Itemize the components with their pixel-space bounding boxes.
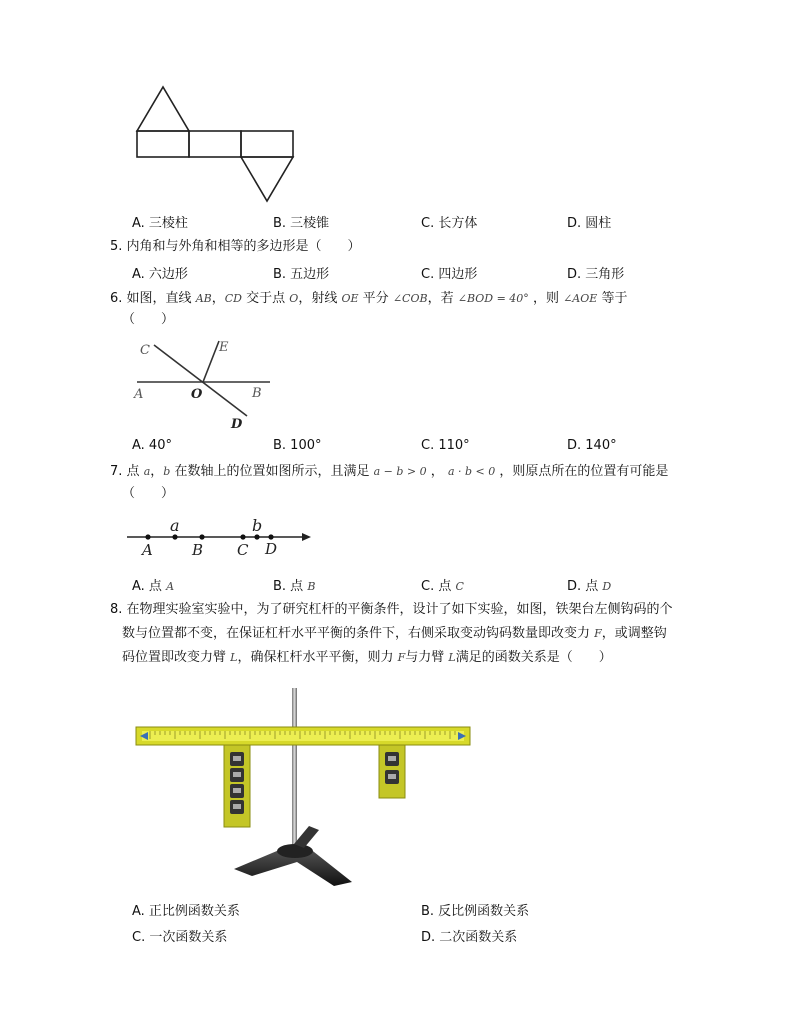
q8-option-a[interactable]: A. 正比例函数关系 — [132, 904, 240, 919]
q4-option-b[interactable]: B. 三棱锥 — [273, 216, 330, 231]
q8-text-line2: 数与位置都不变，在保证杠杆水平平衡的条件下，右侧采取变动钩码数量即改变力 F，或调整钩 — [122, 626, 667, 641]
label-C: C — [237, 541, 249, 559]
q7-option-b[interactable]: B. 点 B — [273, 579, 316, 594]
q7-number-line-figure — [125, 515, 315, 560]
q4-option-a[interactable]: A. 三棱柱 — [132, 216, 188, 231]
q7-text-line1: 7. 点 a，b 在数轴上的位置如图所示，且满足 a − b > 0 ， a · b < 0 ，则原点所在的位置有可能是 — [110, 464, 669, 479]
q6-option-c[interactable]: C. 110° — [421, 438, 470, 453]
point-B — [199, 534, 204, 539]
q5-option-d[interactable]: D. 三角形 — [567, 267, 625, 282]
label-b-top: b — [252, 516, 263, 535]
stand-rod — [292, 688, 297, 856]
point-C — [240, 534, 245, 539]
q7-option-c[interactable]: C. 点 C — [421, 579, 464, 594]
q4-option-d[interactable]: D. 圆柱 — [567, 216, 612, 231]
label-d: D — [231, 417, 243, 432]
label-e: E — [219, 340, 229, 355]
q6-lines-figure — [130, 338, 275, 433]
label-A: A — [142, 541, 153, 559]
point-b — [254, 534, 259, 539]
q8-option-d[interactable]: D. 二次函数关系 — [421, 930, 518, 945]
q6-option-d[interactable]: D. 140° — [567, 438, 617, 453]
prism-net-figure — [130, 84, 300, 209]
label-B: B — [192, 541, 204, 559]
q6-option-b[interactable]: B. 100° — [273, 438, 322, 453]
point-A — [145, 534, 150, 539]
label-c: C — [140, 343, 150, 358]
q6-text-line2: （ ） — [122, 312, 175, 327]
label-D: D — [265, 540, 278, 558]
q7-option-d[interactable]: D. 点 D — [567, 579, 612, 594]
point-a — [172, 534, 177, 539]
q8-option-c[interactable]: C. 一次函数关系 — [132, 930, 228, 945]
ray-oe — [203, 341, 219, 382]
net-rect-2 — [189, 131, 241, 157]
q8-text-line3: 码位置即改变力臂 L，确保杠杆水平平衡，则力 F与力臂 L满足的函数关系是（ ） — [122, 650, 612, 665]
q8-option-b[interactable]: B. 反比例函数关系 — [421, 904, 530, 919]
q6-option-a[interactable]: A. 40° — [132, 438, 172, 453]
label-a: A — [134, 387, 144, 402]
arrow-head — [302, 533, 311, 541]
net-rect-1 — [137, 131, 189, 157]
q4-option-c[interactable]: C. 长方体 — [421, 216, 478, 231]
q7-text-line2: （ ） — [122, 486, 175, 501]
label-a-top: a — [170, 516, 180, 535]
net-top-triangle — [137, 87, 189, 131]
q5-option-c[interactable]: C. 四边形 — [421, 267, 478, 282]
q5-text: 5. 内角和与外角和相等的多边形是（ ） — [110, 239, 361, 254]
label-o: O — [191, 387, 203, 402]
q7-option-a[interactable]: A. 点 A — [132, 579, 175, 594]
q5-option-a[interactable]: A. 六边形 — [132, 267, 188, 282]
lever-apparatus-illustration — [134, 686, 474, 891]
line-cd — [154, 345, 247, 416]
q6-text-line1: 6. 如图，直线 AB，CD 交于点 O，射线 OE 平分 ∠COB，若 ∠BOD = 40° ，则 ∠AOE 等于 — [110, 291, 628, 306]
point-D — [268, 534, 273, 539]
net-rect-3 — [241, 131, 293, 157]
label-b: B — [252, 386, 262, 401]
net-bottom-triangle — [241, 157, 293, 201]
q5-option-b[interactable]: B. 五边形 — [273, 267, 330, 282]
q8-text-line1: 8. 在物理实验室实验中，为了研究杠杆的平衡条件，设计了如下实验，如图，铁架台左侧钩码的个 — [110, 602, 673, 617]
